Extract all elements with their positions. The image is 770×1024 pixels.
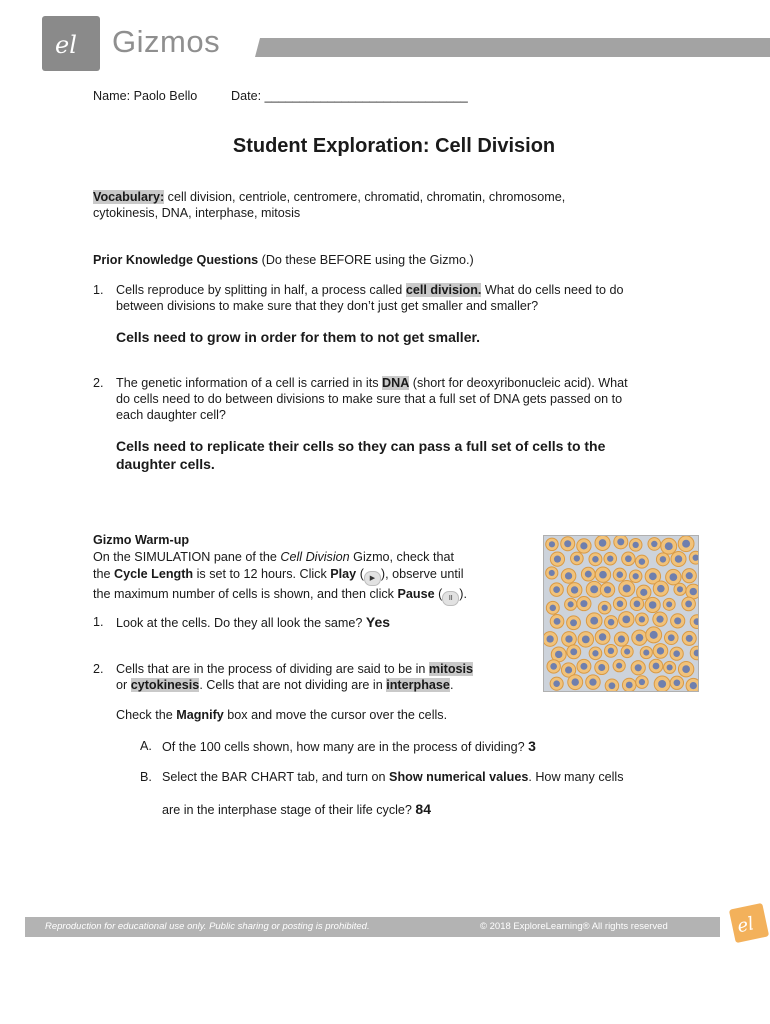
cell <box>577 539 591 553</box>
cell <box>622 552 635 565</box>
question-a-answer: 3 <box>528 738 536 754</box>
prior-q1-answer: Cells need to grow in order for them to not get smaller. <box>116 329 481 345</box>
cell <box>613 660 625 672</box>
question-b-line2: are in the interphase stage of their life cycle? <box>162 803 412 817</box>
cell <box>670 676 683 689</box>
cell <box>550 583 563 596</box>
prior-q1-num: 1. <box>93 283 104 297</box>
cell <box>671 551 686 566</box>
play-icon <box>364 571 381 586</box>
name-line <box>93 88 197 104</box>
cell <box>689 551 698 564</box>
cell <box>653 644 668 659</box>
brand-name: Gizmos <box>112 24 221 59</box>
cell <box>571 552 584 565</box>
term-mitosis: mitosis <box>428 662 474 676</box>
cycle-length-label: Cycle Length <box>114 567 194 581</box>
cell <box>614 536 628 549</box>
cell <box>629 539 642 552</box>
warmup-q1 <box>116 614 390 631</box>
prior-q2-num: 2. <box>93 376 104 390</box>
warmup-l2-a: the <box>93 567 111 581</box>
question-b-letter: B. <box>140 770 152 784</box>
cells-image <box>543 535 699 692</box>
warmup-l2-e: ( <box>359 567 364 581</box>
cell <box>613 568 626 581</box>
pause-label: Pause <box>397 587 435 601</box>
prior-q1-text-post: What do cells need to do <box>484 283 624 297</box>
term-interphase: interphase <box>386 678 450 692</box>
cell <box>674 583 686 595</box>
name-value: Paolo Bello <box>133 89 198 103</box>
question-b <box>162 769 722 818</box>
page-title: Student Exploration: Cell Division <box>232 135 556 157</box>
cell <box>550 552 564 566</box>
cell <box>589 553 602 566</box>
cell <box>546 538 558 550</box>
cell <box>598 601 611 614</box>
vocabulary-terms-1: cell division, centriole, centromere, chromatid, chromatin, chromosome, <box>167 190 566 204</box>
svg-text:el: el <box>55 30 77 59</box>
cell <box>682 631 696 645</box>
cell <box>666 569 681 584</box>
cell <box>586 675 601 690</box>
cell <box>577 597 591 611</box>
header-bar <box>255 38 770 57</box>
cell <box>544 632 557 647</box>
warmup-l1-pre: On the SIMULATION pane of the <box>93 550 277 564</box>
prior-knowledge-heading <box>93 252 474 268</box>
vocabulary-label: Vocabulary: <box>93 190 165 204</box>
cell <box>636 676 649 689</box>
cell <box>632 630 647 645</box>
svg-text:el: el <box>735 913 756 938</box>
warmup-q2-num: 2. <box>93 662 104 676</box>
prior-q1-text: Cells reproduce by splitting in half, a process called <box>116 283 403 297</box>
cell <box>636 613 649 626</box>
cell <box>621 646 633 658</box>
cell <box>635 555 648 568</box>
cell <box>595 660 609 674</box>
cell <box>547 660 560 673</box>
question-a-letter: A. <box>140 739 152 753</box>
prior-q2-answer-line2: daughter cells. <box>116 456 215 472</box>
date-line <box>231 88 468 104</box>
cell <box>567 583 582 598</box>
cell <box>595 536 610 550</box>
cell <box>562 632 577 647</box>
prior-heading-text: Prior Knowledge Questions <box>93 253 259 267</box>
warmup-l3-a: the maximum number of cells is shown, and then click <box>93 587 394 601</box>
warmup-l2-c: is set to 12 hours. Click <box>196 567 327 581</box>
question-b-post: . How many cells <box>528 770 624 784</box>
prior-q2-line3: each daughter cell? <box>116 408 226 422</box>
prior-heading-note: (Do these BEFORE using the Gizmo.) <box>261 253 474 267</box>
cell <box>586 613 602 629</box>
cell <box>604 644 617 657</box>
cell <box>670 647 683 660</box>
prior-q2-text-post: (short for deoxyribonucleic acid). What <box>412 376 628 390</box>
cell <box>671 614 685 628</box>
warmup-gizmo-name: Cell Division <box>280 550 350 564</box>
cell <box>614 632 628 646</box>
prior-q2-answer-line1: Cells need to replicate their cells so they can pass a full set of cells to the <box>116 438 606 454</box>
cells-illustration <box>544 536 698 691</box>
magnify-c: box and move the cursor over the cells. <box>227 708 448 722</box>
magnify-label: Magnify <box>176 708 224 722</box>
prior-q2 <box>116 375 716 423</box>
cell <box>586 581 602 597</box>
cell <box>577 659 591 673</box>
footer-bar <box>25 917 720 937</box>
el-logo-icon <box>53 29 89 59</box>
el-footer-icon <box>734 909 764 938</box>
cell <box>546 601 559 614</box>
cell <box>664 631 678 645</box>
term-dna: DNA <box>382 376 410 390</box>
question-b-answer: 84 <box>415 801 431 817</box>
cell <box>690 646 698 660</box>
warmup-l2-f: ), observe until <box>380 567 464 581</box>
cell <box>605 616 618 629</box>
warmup-l3-d: ). <box>459 587 467 601</box>
cell <box>661 538 677 554</box>
cell <box>613 597 626 610</box>
cell <box>631 661 645 675</box>
warmup-l1-post: Gizmo, check that <box>353 550 454 564</box>
explorelearning-logo <box>729 903 769 943</box>
warmup-q2-text: Cells that are in the process of dividing are said to be in <box>116 662 426 676</box>
prior-q2-line2: do cells need to do between divisions to make sure that a full set of DNA gets passed on to <box>116 392 623 406</box>
cell <box>649 659 663 673</box>
cell <box>605 679 619 691</box>
cell <box>630 597 643 610</box>
warmup-q1-answer: Yes <box>365 614 391 630</box>
magnify-a: Check the <box>116 708 173 722</box>
warmup-l3-c: ( <box>438 587 443 601</box>
cell <box>595 630 610 645</box>
cell <box>653 581 668 596</box>
question-a-text: Of the 100 cells shown, how many are in the process of dividing? <box>162 740 525 754</box>
question-b-text: Select the BAR CHART tab, and turn on <box>162 770 386 784</box>
cell <box>550 615 564 629</box>
cell <box>664 661 676 673</box>
play-glyph: ▶ <box>369 575 376 582</box>
pause-icon <box>442 591 459 606</box>
date-blank: _____________________________ <box>264 89 468 103</box>
warmup-q2-period: . <box>449 678 454 692</box>
warmup-intro <box>93 532 533 606</box>
term-cytokinesis: cytokinesis <box>130 678 200 692</box>
cell <box>604 552 617 565</box>
cell <box>565 598 577 610</box>
prior-q1-line2: between divisions to make sure that they don’t just get smaller and smaller? <box>116 299 539 313</box>
cell <box>568 675 583 690</box>
cell <box>567 616 581 630</box>
gizmos-logo <box>42 16 100 71</box>
footer-rights: © 2018 ExploreLearning® All rights reserved <box>480 921 668 932</box>
prior-q2-text: The genetic information of a cell is carried in its <box>116 376 379 390</box>
warmup-q1-text: Look at the cells. Do they all look the same? <box>116 616 363 630</box>
cell <box>686 678 698 691</box>
cell <box>648 538 661 551</box>
cell <box>656 553 669 566</box>
footer-copyright-notice: Reproduction for educational use only. Public sharing or posting is prohibited. <box>45 921 370 932</box>
cell <box>653 612 667 626</box>
cell <box>578 632 594 648</box>
cell <box>581 567 595 581</box>
cell <box>619 612 635 628</box>
name-label: Name: <box>93 89 131 103</box>
cell <box>678 536 694 552</box>
cell <box>663 598 675 610</box>
cell <box>690 615 698 629</box>
cell <box>567 645 581 659</box>
cell <box>561 569 576 584</box>
date-label: Date: <box>231 89 262 103</box>
cell <box>640 647 652 659</box>
cell <box>550 677 563 690</box>
cell <box>646 627 662 643</box>
cell <box>682 597 696 611</box>
play-label: Play <box>330 567 357 581</box>
cell <box>682 569 696 583</box>
cell <box>678 661 693 676</box>
cell <box>622 678 636 691</box>
show-numerical-values-label: Show numerical values <box>389 770 529 784</box>
warmup-q2-or: or <box>116 678 128 692</box>
prior-q2-answer <box>116 437 716 473</box>
cell <box>561 537 575 551</box>
cell <box>546 567 558 579</box>
cell <box>654 676 670 691</box>
cell <box>645 597 660 612</box>
cell <box>589 647 602 660</box>
magnify-instruction <box>116 707 447 723</box>
pause-glyph: II <box>448 595 453 602</box>
vocabulary <box>93 189 693 221</box>
warmup-heading: Gizmo Warm-up <box>93 533 190 547</box>
cell <box>619 580 635 596</box>
question-a <box>162 738 536 755</box>
warmup-q2 <box>116 661 536 693</box>
cell <box>600 583 614 597</box>
cell <box>629 570 642 583</box>
vocabulary-terms-2: cytokinesis, DNA, interphase, mitosis <box>93 206 301 220</box>
cell <box>595 567 610 582</box>
warmup-q2-l2: . Cells that are not dividing are in <box>199 678 383 692</box>
prior-q1 <box>116 282 706 314</box>
term-cell-division: cell division. <box>405 283 482 297</box>
warmup-q1-num: 1. <box>93 615 104 629</box>
